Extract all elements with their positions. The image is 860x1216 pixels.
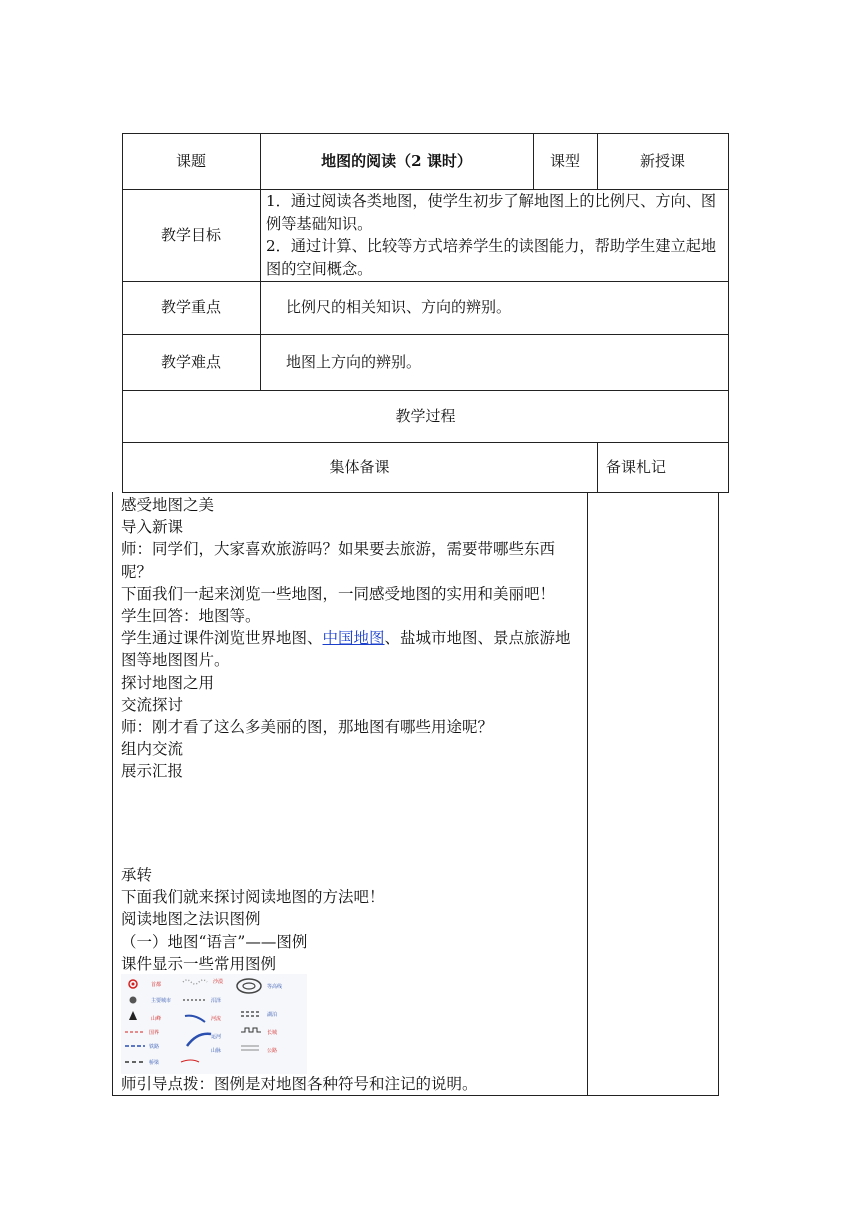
step-label: 导入新课	[121, 518, 184, 537]
collective-prep-heading: 集体备课	[329, 457, 390, 476]
legend-label: 河流	[211, 1016, 222, 1022]
step-label: 组内交流	[121, 740, 184, 759]
table-border-right	[718, 492, 719, 1096]
table-border-left	[112, 492, 113, 1096]
goals-content	[266, 190, 724, 280]
text-fragment: 、盐城市地图、景点旅游地图等地图图片。	[121, 629, 571, 670]
paragraph: 下面我们就来探讨阅读地图的方法吧！	[121, 888, 385, 907]
china-map-link[interactable]: 中国地图	[322, 629, 385, 648]
teacher-line: 师：刚才看了这么多美丽的图，那地图有哪些用途呢？	[121, 718, 494, 737]
legend-label: 公路	[267, 1048, 278, 1054]
teacher-line: 师：同学们，大家喜欢旅游吗？如果要去旅游，需要带哪些东西呢？	[121, 540, 556, 581]
goals-label: 教学目标	[160, 225, 221, 244]
legend-label: 运河	[211, 1034, 222, 1040]
text-fragment: 学生通过课件浏览世界地图、	[121, 629, 323, 648]
subsection-heading: （一）地图“语言”——图例	[121, 932, 308, 951]
paragraph: 课件显示一些常用图例	[121, 954, 277, 973]
type-value: 新授课	[639, 151, 685, 170]
legend-label: 沼泽	[211, 998, 222, 1004]
type-label: 课型	[549, 151, 580, 170]
step-label: 交流探讨	[121, 695, 184, 714]
section-heading: 探讨地图之用	[121, 673, 215, 692]
topic-value: 地图的阅读（2 课时）	[321, 151, 472, 170]
legend-label: 沙漠	[213, 979, 224, 985]
process-heading: 教学过程	[395, 406, 456, 425]
legend-label: 国界	[149, 1030, 160, 1036]
legend-symbols	[121, 974, 307, 1074]
legend-label: 铁路	[149, 1044, 160, 1050]
key-points-value: 比例尺的相关知识、方向的辨别。	[286, 298, 512, 316]
legend-label: 湖泊	[267, 1012, 278, 1018]
process-content	[121, 494, 585, 783]
goal-item-2: 2．通过计算、比较等方式培养学生的读图能力，帮助学生建立起地图的空间概念。	[266, 237, 717, 278]
legend-label: 等高线	[267, 984, 283, 990]
legend-label: 山峰	[151, 1016, 162, 1022]
section-heading: 阅读地图之法识图例	[121, 910, 261, 929]
section-heading: 感受地图之美	[121, 496, 215, 514]
legend-label: 桥梁	[149, 1060, 160, 1066]
difficulties-value: 地图上方向的辨别。	[286, 353, 422, 371]
legend-label: 首都	[151, 982, 162, 988]
closing-line-wrapper	[121, 1073, 585, 1095]
goal-item-1: 1．通过阅读各类地图，使学生初步了解地图上的比例尺、方向、图例等基础知识。	[266, 192, 717, 233]
notes-heading: 备课札记	[606, 458, 667, 476]
paragraph-with-link	[121, 627, 585, 671]
teacher-guidance: 师引导点拨：图例是对地图各种符号和注记的说明。	[121, 1075, 478, 1093]
table-col-divider	[587, 492, 588, 1096]
legend-label: 长城	[267, 1030, 278, 1036]
student-answer: 学生回答：地图等。	[121, 607, 261, 626]
process-content-continued	[121, 864, 585, 975]
paragraph: 下面我们一起来浏览一些地图，一同感受地图的实用和美丽吧！	[121, 584, 556, 603]
map-legend-image	[121, 974, 307, 1074]
key-points-label: 教学重点	[160, 298, 221, 316]
table-border-bottom	[122, 492, 729, 493]
step-label: 展示汇报	[121, 762, 184, 781]
legend-label: 主要城市	[151, 998, 172, 1004]
table-col-divider	[597, 442, 598, 493]
difficulties-label: 教学难点	[160, 352, 221, 371]
step-label: 承转	[121, 866, 153, 884]
legend-label: 山脉	[211, 1048, 222, 1054]
topic-label: 课题	[175, 151, 206, 170]
